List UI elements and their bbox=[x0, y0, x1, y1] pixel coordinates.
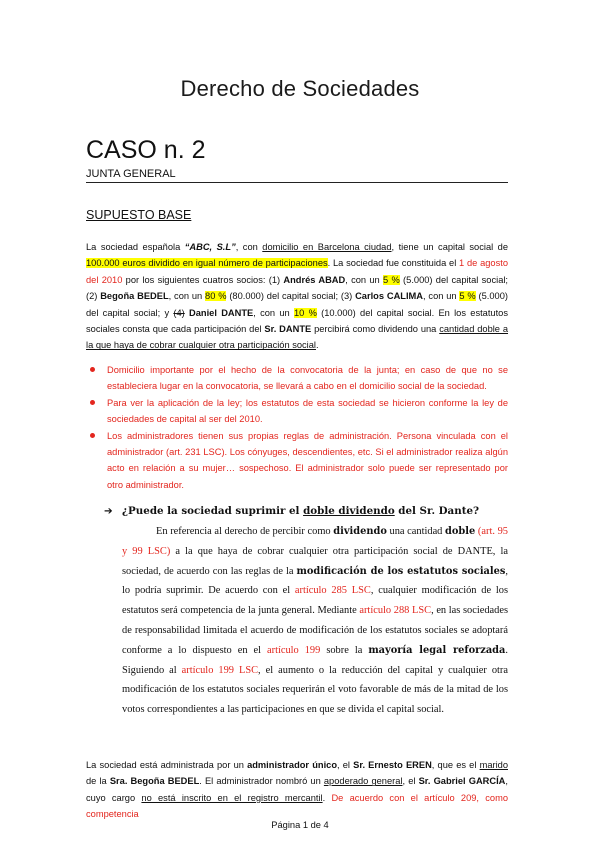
share-bedel: 80 % bbox=[205, 291, 227, 302]
text-run: , lo podría suprimir. De acuerdo con el bbox=[122, 565, 508, 597]
question-underlined: doble dividendo bbox=[303, 505, 395, 517]
partner-dante-ref: Sr. DANTE bbox=[264, 324, 312, 335]
case-subtitle: JUNTA GENERAL bbox=[86, 168, 508, 183]
text-run: En referencia al derecho de percibir como bbox=[156, 526, 334, 537]
page-number: Página 1 de 4 bbox=[271, 820, 329, 830]
note-text: Domicilio importante por el hecho de la convocatoria de la junta; en caso de que no se estableciera lugar en la convocatoria, se llevará a cabo en el domicilio social de la sociedad. bbox=[107, 365, 508, 392]
answer-bold: doble bbox=[445, 526, 476, 537]
text-run: , con bbox=[235, 242, 263, 252]
answer-bold: mayoría legal reforzada bbox=[368, 644, 506, 656]
article-ref: artículo 199 LSC bbox=[181, 664, 259, 676]
question-text: del Sr. Dante? bbox=[394, 505, 480, 517]
text-run: La sociedad española bbox=[86, 242, 185, 252]
note-text: Los administradores tienen sus propias reglas de administración. Persona vinculada con el administrador (art. 231 LSC). Los cónyuges, descendientes, etc. Si el administrador realiza algún acto en relación a su mujer… sospechoso. El administrador solo puede ser representado por otro administrador. bbox=[107, 430, 508, 490]
text-run: , el bbox=[402, 776, 419, 787]
document-title: Derecho de Sociedades bbox=[180, 76, 420, 101]
text-run: La sociedad está administrada por un bbox=[86, 760, 248, 770]
answer-bold: dividendo bbox=[333, 526, 387, 537]
admin-bold: Sr. Gabriel GARCÍA bbox=[418, 776, 506, 787]
text-run: . bbox=[322, 792, 332, 803]
admin-bold: Sra. Begoña BEDEL bbox=[109, 776, 200, 787]
constitution-date: 1 de agosto del 2010 bbox=[86, 258, 508, 285]
admin-bold: Sr. Ernesto EREN bbox=[353, 760, 432, 770]
domicile-text: domicilio en Barcelona ciudad bbox=[262, 242, 392, 252]
question-heading bbox=[104, 505, 508, 517]
share-dante: 10 % bbox=[293, 307, 317, 318]
text-run: por los siguientes cuatros socios: (1) bbox=[122, 274, 284, 285]
partner-abad: Andrés ABAD bbox=[283, 274, 346, 285]
text-run: , el bbox=[337, 760, 354, 770]
bullet-icon bbox=[90, 367, 95, 372]
company-name: “ABC, S.L” bbox=[184, 242, 236, 252]
admin-underlined: marido bbox=[479, 760, 508, 770]
admin-bold: administrador único bbox=[247, 760, 337, 770]
text-run: , que es el bbox=[431, 760, 480, 770]
article-ref: (art. 95 y 99 LSC) bbox=[122, 526, 508, 557]
text-run: , con un bbox=[253, 307, 294, 318]
text-run: (10.000) del capital social. En los estatutos sociales consta que cada participación del bbox=[86, 307, 508, 335]
arrow-icon: ➔ bbox=[104, 505, 113, 517]
text-run: , cuyo cargo bbox=[86, 776, 508, 803]
bullet-icon bbox=[90, 433, 95, 438]
text-run: una cantidad bbox=[386, 526, 446, 537]
case-facts-paragraph bbox=[86, 239, 508, 354]
text-run: , con un bbox=[345, 274, 384, 285]
answer-paragraph bbox=[122, 522, 508, 720]
admin-underlined: apoderado general bbox=[323, 776, 403, 787]
case-title: CASO n. 2 bbox=[86, 136, 206, 164]
list-item bbox=[86, 362, 508, 395]
article-ref: artículo 288 LSC bbox=[359, 605, 432, 617]
text-run: , en las sociedades de responsabilidad limitada el acuerdo de modificación de los estatutos sociales se adoptará conforme a lo dispuesto en el bbox=[122, 605, 508, 656]
share-abad: 5 % bbox=[383, 274, 400, 285]
text-run: . Siguiendo al bbox=[122, 644, 508, 676]
text-run: , el aumento o la reducción del capital y cualquier otra modificación de los estatutos sociales requerirán el voto favorable de más de la mitad de los votos correspondientes a las participaciones en que se divida el capital social. bbox=[122, 664, 508, 716]
text-run: (5.000) del capital social; (2) bbox=[86, 274, 509, 302]
struck-number: (4) bbox=[173, 307, 185, 318]
text-run: , con un bbox=[423, 291, 460, 302]
section-heading: SUPUESTO BASE bbox=[86, 208, 192, 222]
text-run: (80.000) del capital social; (3) bbox=[226, 291, 356, 302]
note-text: Para ver la aplicación de la ley; los estatutos de esta sociedad se hicieron conforme la ley de sociedades de capital al ser del 2010. bbox=[107, 397, 508, 425]
text-run: sobre la bbox=[320, 644, 369, 656]
text-run: percibirá como dividendo una bbox=[311, 324, 440, 335]
administration-paragraph bbox=[86, 757, 508, 823]
article-ref: artículo 285 LSC bbox=[294, 585, 371, 597]
case-header bbox=[86, 136, 508, 183]
double-dividend-text: cantidad doble a la que haya de cobrar cualquier otra participación social bbox=[86, 324, 509, 351]
answer-bold: modificación de los estatutos sociales bbox=[296, 565, 506, 577]
partner-bedel: Begoña BEDEL bbox=[100, 291, 169, 302]
text-run: . La sociedad fue constituida el bbox=[327, 258, 460, 269]
question-text: ¿Puede la sociedad suprimir el bbox=[122, 505, 304, 517]
admin-underlined: no está inscrito en el registro mercantil bbox=[141, 792, 323, 803]
list-item bbox=[86, 428, 508, 494]
text-run: . bbox=[315, 340, 319, 351]
bullet-icon bbox=[90, 400, 95, 405]
article-ref: artículo 199 bbox=[267, 644, 321, 656]
text-run: , cualquier modificación de los estatutos será competencia de la junta general. Mediante bbox=[122, 585, 508, 617]
partner-dante: Daniel DANTE bbox=[189, 307, 254, 318]
text-run: , con un bbox=[168, 291, 206, 302]
admin-red: De acuerdo con el artículo 209, como competencia bbox=[86, 792, 508, 820]
notes-list bbox=[86, 362, 508, 493]
capital-highlight: 100.000 euros dividido en igual número de participaciones bbox=[86, 258, 328, 269]
text-run: a la que haya de cobrar cualquier otra participación social de DANTE, la sociedad, de acuerdo con las reglas de la bbox=[122, 545, 508, 577]
text-run: . El administrador nombró un bbox=[199, 776, 324, 787]
list-item bbox=[86, 395, 508, 428]
text-run: , tiene un capital social de bbox=[391, 242, 509, 252]
text-run: (5.000) del capital social; y bbox=[86, 291, 508, 318]
text-run: de la bbox=[86, 776, 110, 787]
partner-calima: Carlos CALIMA bbox=[355, 291, 424, 302]
share-calima: 5 % bbox=[459, 291, 476, 302]
